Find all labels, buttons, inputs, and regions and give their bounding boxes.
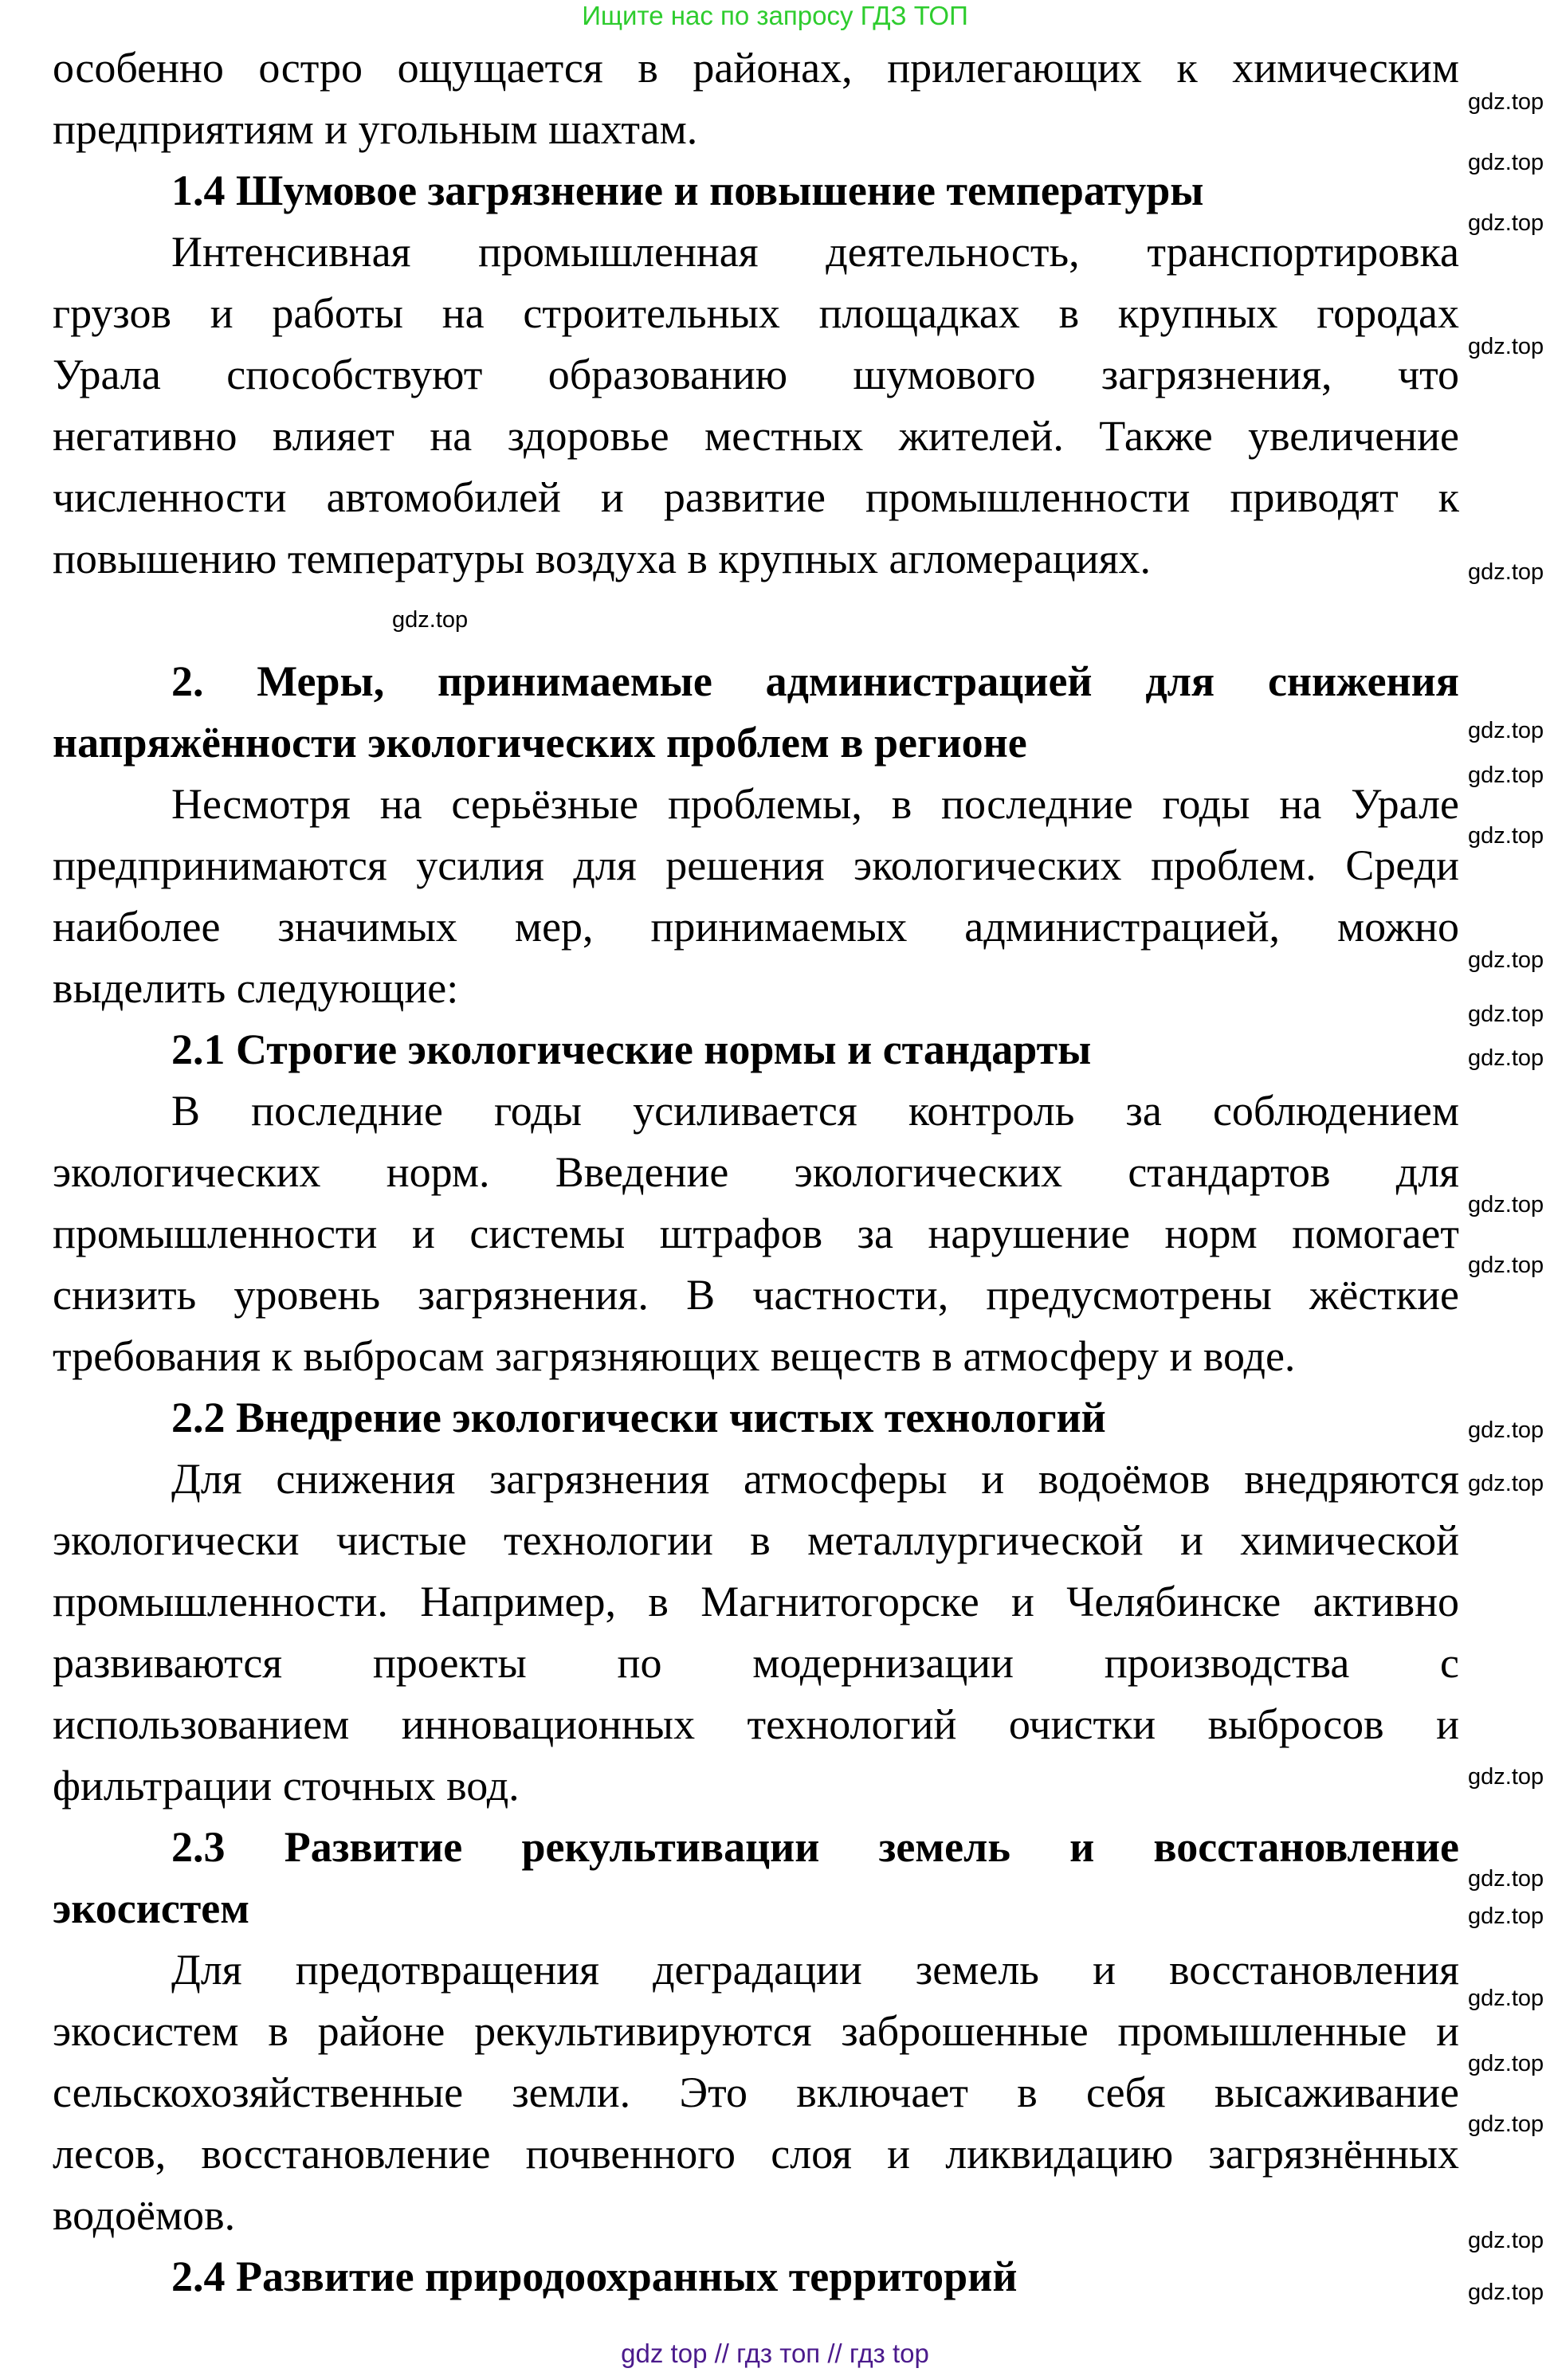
paragraph-line: фильтрации сточных вод. bbox=[53, 1762, 520, 1810]
section-heading-line: 1.4 Шумовое загрязнение и повышение температуры bbox=[171, 167, 1204, 214]
section-heading-line: напряжённости экологических проблем в регионе bbox=[53, 719, 1027, 767]
paragraph-line: экосистем в районе рекультивируются заброшенные промышленные и bbox=[53, 2007, 1459, 2055]
footer-links: gdz top // гдз топ // гдз top bbox=[621, 2339, 929, 2368]
paragraph-line: экологически чистые технологии в металлургической и химической bbox=[53, 1516, 1459, 1564]
paragraph-line: повышению температуры воздуха в крупных агломерациях. bbox=[53, 535, 1152, 582]
watermark: gdz.top bbox=[1468, 210, 1544, 236]
section-heading-line: экосистем bbox=[53, 1884, 250, 1932]
watermark: gdz.top bbox=[1468, 823, 1544, 849]
watermark: gdz.top bbox=[1468, 1045, 1544, 1071]
paragraph-line: развиваются проекты по модернизации производства с bbox=[53, 1639, 1459, 1687]
paragraph-line: водоёмов. bbox=[53, 2191, 236, 2239]
watermark: gdz.top bbox=[1468, 559, 1544, 585]
watermark: gdz.top bbox=[1468, 1471, 1544, 1496]
section-heading-line: 2.4 Развитие природоохранных территорий bbox=[171, 2253, 1018, 2300]
paragraph-line: использованием инновационных технологий очистки выбросов и bbox=[53, 1700, 1459, 1748]
watermark: gdz.top bbox=[1468, 718, 1544, 743]
paragraph-line: требования к выбросам загрязняющих веществ в атмосферу и воде. bbox=[53, 1332, 1296, 1380]
paragraph-line: Интенсивная промышленная деятельность, транспортировка bbox=[171, 228, 1459, 276]
paragraph-line: Для предотвращения деградации земель и восстановления bbox=[171, 1946, 1459, 1994]
watermark: gdz.top bbox=[1468, 1192, 1544, 1217]
section-heading-line: 2.2 Внедрение экологически чистых технологий bbox=[171, 1394, 1106, 1441]
paragraph-line: негативно влияет на здоровье местных жителей. Также увеличение bbox=[53, 412, 1459, 460]
watermark: gdz.top bbox=[1468, 1866, 1544, 1892]
paragraph-line: сельскохозяйственные земли. Это включает в себя высаживание bbox=[53, 2068, 1459, 2116]
section-heading-line: 2. Меры, принимаемые администрацией для снижения bbox=[171, 657, 1459, 705]
paragraph-line: грузов и работы на строительных площадках в крупных городах bbox=[53, 289, 1459, 337]
paragraph-line: Урала способствуют образованию шумового загрязнения, что bbox=[53, 351, 1459, 398]
watermark: gdz.top bbox=[1468, 2111, 1544, 2137]
watermark: gdz.top bbox=[1468, 150, 1544, 175]
watermark: gdz.top bbox=[1468, 1417, 1544, 1443]
watermark: gdz.top bbox=[392, 607, 469, 633]
paragraph-line: численности автомобилей и развитие промышленности приводят к bbox=[53, 473, 1459, 521]
watermark: gdz.top bbox=[1468, 1253, 1544, 1278]
paragraph-line: снизить уровень загрязнения. В частности, предусмотрены жёсткие bbox=[53, 1271, 1459, 1319]
watermark: gdz.top bbox=[1468, 1764, 1544, 1790]
watermark: gdz.top bbox=[1468, 2228, 1544, 2253]
watermark: gdz.top bbox=[1468, 1002, 1544, 1027]
paragraph-line: промышленности. Например, в Магнитогорске и Челябинске активно bbox=[53, 1578, 1459, 1625]
paragraph-line: предприятиям и угольным шахтам. bbox=[53, 105, 698, 153]
paragraph-line: выделить следующие: bbox=[53, 964, 459, 1012]
watermark: gdz.top bbox=[1468, 334, 1544, 359]
watermark: gdz.top bbox=[1468, 947, 1544, 973]
document-body bbox=[53, 37, 1459, 2307]
section-heading-line: 2.3 Развитие рекультивации земель и восстановление bbox=[171, 1823, 1459, 1871]
watermark: gdz.top bbox=[1468, 1904, 1544, 1929]
paragraph-line: В последние годы усиливается контроль за соблюдением bbox=[171, 1087, 1459, 1135]
section-heading-line: 2.1 Строгие экологические нормы и стандарты bbox=[171, 1025, 1092, 1073]
paragraph-line: особенно остро ощущается в районах, прилегающих к химическим bbox=[53, 44, 1459, 92]
paragraph-line: промышленности и системы штрафов за нарушение норм помогает bbox=[53, 1210, 1459, 1257]
paragraph-line: Для снижения загрязнения атмосферы и водоёмов внедряются bbox=[171, 1455, 1459, 1503]
blank-line bbox=[53, 590, 1459, 651]
watermark: gdz.top bbox=[1468, 1986, 1544, 2011]
watermark: gdz.top bbox=[1468, 2051, 1544, 2076]
search-banner: Ищите нас по запросу ГДЗ ТОП bbox=[582, 1, 968, 30]
watermark: gdz.top bbox=[1468, 89, 1544, 115]
watermark: gdz.top bbox=[1468, 2280, 1544, 2305]
paragraph-line: наиболее значимых мер, принимаемых администрацией, можно bbox=[53, 903, 1459, 951]
paragraph-line: экологических норм. Введение экологических стандартов для bbox=[53, 1148, 1459, 1196]
paragraph-line: предпринимаются усилия для решения экологических проблем. Среди bbox=[53, 841, 1459, 889]
paragraph-line: Несмотря на серьёзные проблемы, в последние годы на Урале bbox=[171, 780, 1459, 828]
paragraph-line: лесов, восстановление почвенного слоя и ликвидацию загрязнённых bbox=[53, 2130, 1459, 2178]
watermark: gdz.top bbox=[1468, 763, 1544, 788]
